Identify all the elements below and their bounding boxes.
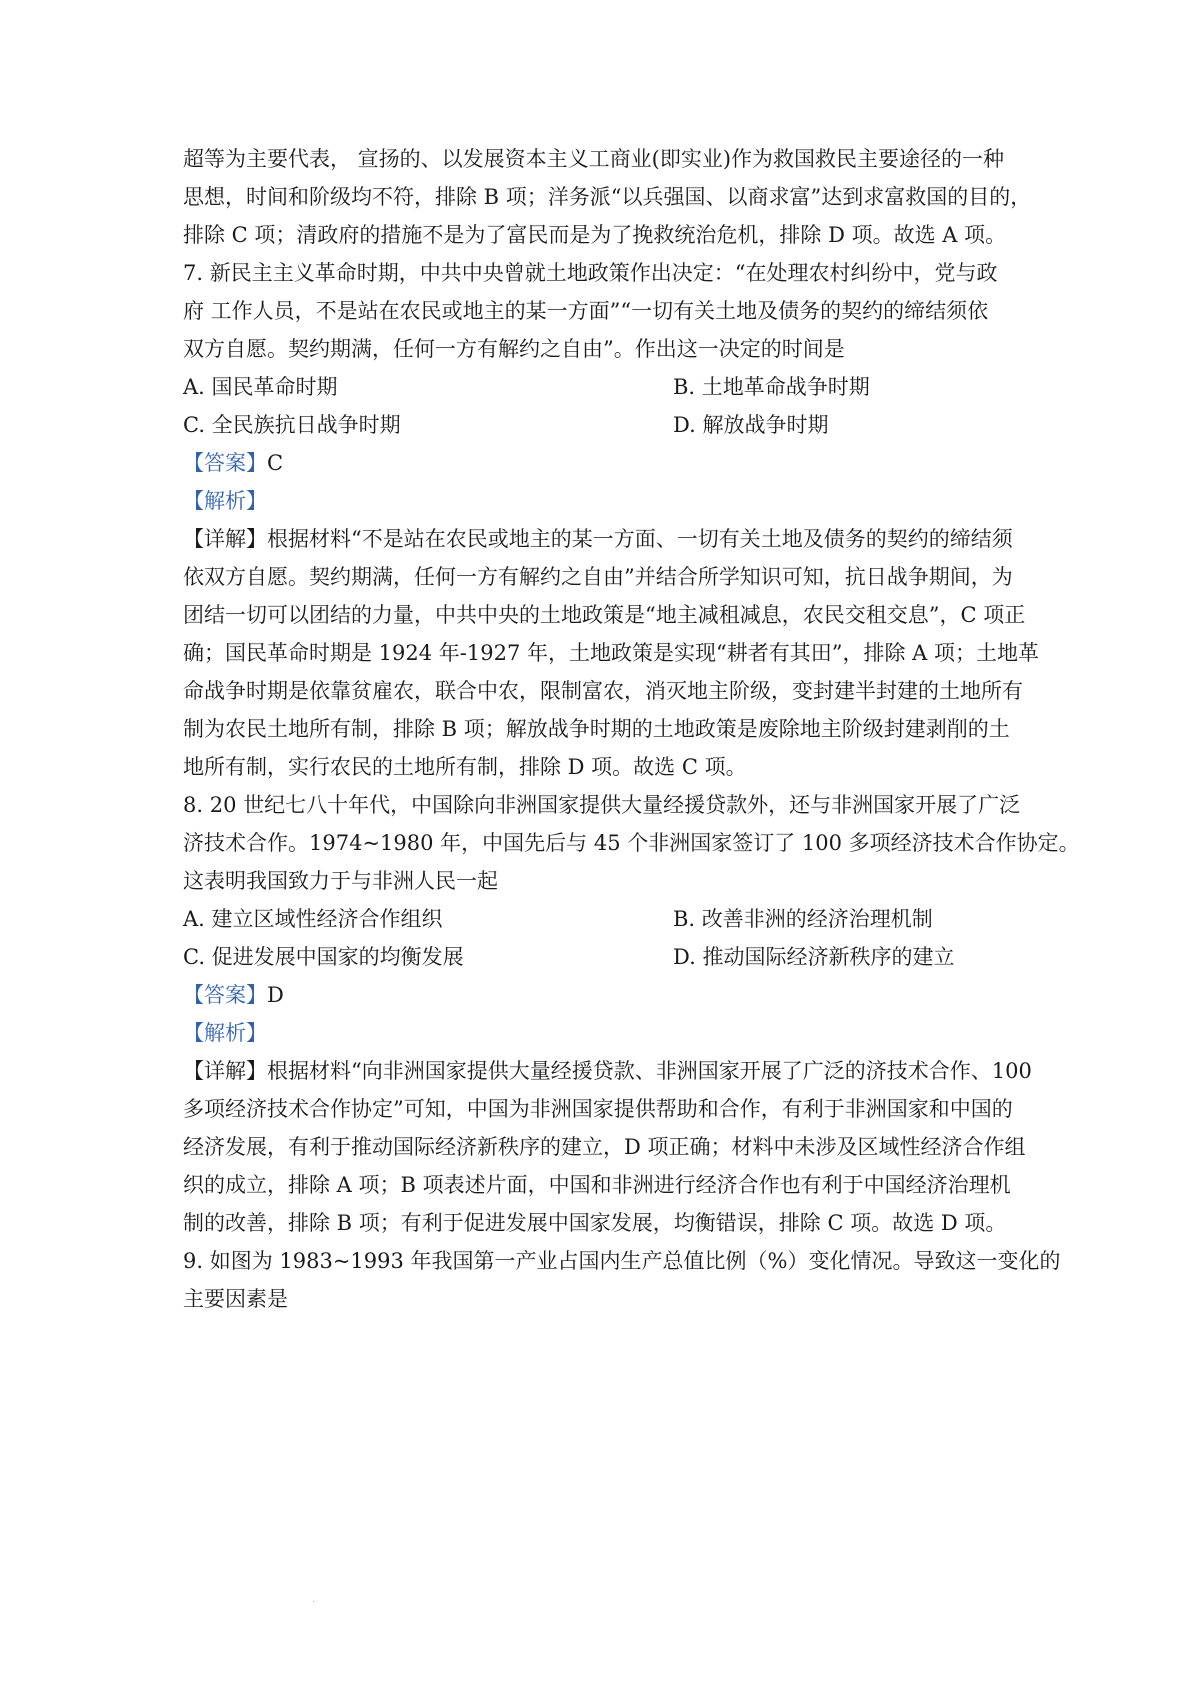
q7-detail-line-2: 依双方自愿。契约期满，任何一方有解约之自由”并结合所学知识可知，抗日战争期间，为	[183, 565, 1013, 589]
q8-detail-line-2: 多项经济技术合作协定”可知，中国为非洲国家提供帮助和合作，有利于非洲国家和中国的	[183, 1097, 1013, 1121]
q7-analysis-row	[183, 487, 1023, 515]
q7-detail-line-1	[183, 525, 1023, 553]
q9-stem-line-2: 主要因素是	[183, 1287, 288, 1311]
q7-option-c: C. 全民族抗日战争时期	[183, 413, 401, 437]
q7-answer-value: C	[267, 451, 284, 475]
q7-detail-line-6: 制为农民土地所有制，排除 B 项；解放战争时期的土地政策是废除地主阶级封建剥削的土	[183, 717, 1010, 741]
q8-detail-line-1	[183, 1057, 1032, 1085]
q8-option-d: D. 推动国际经济新秩序的建立	[673, 945, 955, 969]
q7-option-a: A. 国民革命时期	[183, 375, 338, 399]
page-mark: .	[312, 1594, 316, 1605]
q9-stem-line-1: 9. 如图为 1983~1993 年我国第一产业占国内生产总值比例（%）变化情况。导致这一变化的	[183, 1249, 1061, 1273]
q8-stem-line-1: 8. 20 世纪七八十年代，中国除向非洲国家提供大量经援贷款外，还与非洲国家开展了广泛	[183, 793, 1021, 817]
q8-detail-tag: 【详解】	[183, 1059, 267, 1083]
q8-option-b: B. 改善非洲的经济治理机制	[673, 907, 933, 931]
carryover-line-1: 超等为主要代表， 宣扬的、以发展资本主义工商业(即实业)作为救国救民主要途径的一种	[183, 147, 1005, 171]
q7-answer-tag: 【答案】	[183, 451, 267, 475]
q8-answer-row	[183, 981, 1023, 1009]
q8-option-a: A. 建立区域性经济合作组织	[183, 907, 443, 931]
q7-detail-line-4: 确；国民革命时期是 1924 年-1927 年，土地政策是实现“耕者有其田”，排除 A 项；土地革	[183, 641, 1039, 665]
q7-detail-line-7: 地所有制，实行农民的土地所有制，排除 D 项。故选 C 项。	[183, 755, 747, 779]
q8-analysis-tag: 【解析】	[183, 1021, 267, 1045]
carryover-line-2: 思想，时间和阶级均不符，排除 B 项；洋务派“以兵强国、以商求富”达到求富救国的目的，	[183, 185, 1032, 209]
q8-detail-line-3: 经济发展，有利于推动国际经济新秩序的建立，D 项正确；材料中未涉及区域性经济合作组	[183, 1135, 1026, 1159]
q8-stem-line-2: 济技术合作。1974~1980 年，中国先后与 45 个非洲国家签订了 100 多项经济技术合作协定。	[183, 831, 1080, 855]
q7-detail-tag: 【详解】	[183, 527, 267, 551]
q7-option-b: B. 土地革命战争时期	[673, 375, 870, 399]
q7-detail-line-3: 团结一切可以团结的力量，中共中央的土地政策是“地主减租减息，农民交租交息”，C 项正	[183, 603, 1026, 627]
carryover-line-3: 排除 C 项；清政府的措施不是为了富民而是为了挽救统治危机，排除 D 项。故选 A 项。	[183, 223, 1007, 247]
q8-answer-value: D	[267, 983, 284, 1007]
q8-detail-text-1: 根据材料“向非洲国家提供大量经援贷款、非洲国家开展了广泛的济技术合作、100	[267, 1059, 1032, 1083]
q8-detail-line-4: 织的成立，排除 A 项；B 项表述片面，中国和非洲进行经济合作也有利于中国经济治理机	[183, 1173, 1011, 1197]
q8-option-c: C. 促进发展中国家的均衡发展	[183, 945, 464, 969]
q7-stem-line-3: 双方自愿。契约期满，任何一方有解约之自由”。作出这一决定的时间是	[183, 337, 845, 361]
q7-option-d: D. 解放战争时期	[673, 413, 829, 437]
q8-answer-tag: 【答案】	[183, 983, 267, 1007]
q7-detail-text-1: 根据材料“不是站在农民或地主的某一方面、一切有关土地及债务的契约的缔结须	[267, 527, 1013, 551]
q7-stem-line-2: 府 工作人员，不是站在农民或地主的某一方面”“一切有关土地及债务的契约的缔结须依	[183, 299, 989, 323]
q8-stem-line-3: 这表明我国致力于与非洲人民一起	[183, 869, 498, 893]
q8-detail-line-5: 制的改善，排除 B 项；有利于促进发展中国家发展，均衡错误，排除 C 项。故选 D 项。	[183, 1211, 1007, 1235]
q7-answer-row	[183, 449, 1023, 477]
q8-analysis-row	[183, 1019, 1023, 1047]
q7-stem-line-1: 7. 新民主主义革命时期，中共中央曾就土地政策作出决定：“在处理农村纠纷中，党与政	[183, 261, 998, 285]
q7-detail-line-5: 命战争时期是依靠贫雇农，联合中农，限制富农，消灭地主阶级，变封建半封建的土地所有	[183, 679, 1023, 703]
q7-analysis-tag: 【解析】	[183, 489, 267, 513]
